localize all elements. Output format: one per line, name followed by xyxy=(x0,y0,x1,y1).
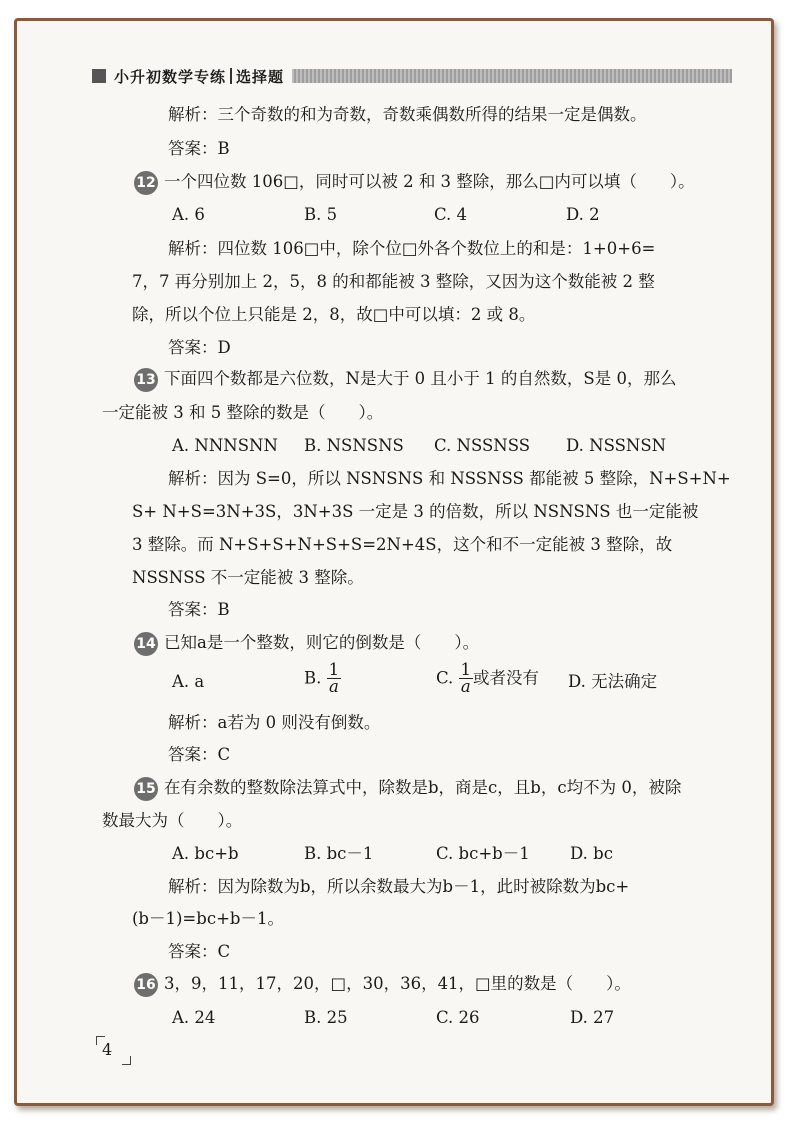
q15-analysis-2: (b－1)=bc+b－1。 xyxy=(132,909,284,928)
q16-stem: 3，9，11，17，20，□，30，36，41，□里的数是（ ）。 xyxy=(164,974,631,993)
q15-option-a: A. bc+b xyxy=(172,844,239,863)
q13-option-a: A. NNNSNN xyxy=(172,436,278,455)
q13-option-b: B. NSNSNS xyxy=(304,436,404,455)
fraction-numerator: 1 xyxy=(328,660,340,679)
q12-stem-line xyxy=(134,170,695,195)
q14-option-b xyxy=(304,662,341,695)
header-bar xyxy=(292,69,732,83)
q11-analysis: 解析：三个奇数的和为奇数，奇数乘偶数所得的结果一定是偶数。 xyxy=(168,105,647,124)
q11-answer: 答案：B xyxy=(168,139,230,158)
q13-number-badge: 13 xyxy=(134,368,158,392)
q15-stem-line xyxy=(134,776,681,801)
q15-number-badge: 15 xyxy=(134,777,158,801)
q12-option-a: A. 6 xyxy=(172,205,205,224)
q13-answer: 答案：B xyxy=(168,600,230,619)
q14-stem: 已知a是一个整数，则它的倒数是（ ）。 xyxy=(164,633,480,652)
corner-mark-bottom xyxy=(122,1056,131,1065)
q13-stem-1: 下面四个数都是六位数，N是大于 0 且小于 1 的自然数，S是 0，那么 xyxy=(164,369,677,388)
q14-option-c-fraction xyxy=(459,662,474,695)
q14-option-c xyxy=(436,662,539,695)
q12-analysis-2: 7，7 再分别加上 2，5，8 的和都能被 3 整除，又因为这个数能被 2 整 xyxy=(132,272,655,291)
q13-option-d: D. NSSNSN xyxy=(566,436,667,455)
q16-option-a: A. 24 xyxy=(172,1008,216,1027)
q15-option-b: B. bc－1 xyxy=(304,844,374,863)
q14-option-a: A. a xyxy=(172,672,205,691)
q12-analysis-3: 除，所以个位上只能是 2，8，故□中可以填：2 或 8。 xyxy=(132,305,536,324)
q15-option-c: C. bc+b－1 xyxy=(436,844,530,863)
fraction-numerator: 1 xyxy=(460,660,472,679)
page-number-box xyxy=(102,1040,112,1059)
q16-option-b: B. 25 xyxy=(304,1008,348,1027)
header-square-icon xyxy=(92,69,106,83)
q12-option-d: D. 2 xyxy=(566,205,600,224)
header-divider xyxy=(230,68,232,84)
q14-option-c-label: C. xyxy=(436,668,454,688)
q16-stem-line xyxy=(134,972,631,997)
fraction-denominator: a xyxy=(328,677,339,696)
q15-option-d: D. bc xyxy=(570,844,613,863)
q13-stem-2: 一定能被 3 和 5 整除的数是（ ）。 xyxy=(102,403,384,422)
q14-answer: 答案：C xyxy=(168,745,231,764)
section-title: 选择题 xyxy=(236,67,285,86)
q15-stem-2: 数最大为（ ）。 xyxy=(102,811,243,830)
page-number: 4 xyxy=(102,1040,113,1059)
q14-stem-line xyxy=(134,631,479,656)
q16-option-c: C. 26 xyxy=(436,1008,480,1027)
q13-option-c: C. NSSNSS xyxy=(434,436,531,455)
q14-number-badge: 14 xyxy=(134,632,158,656)
q14-option-b-fraction xyxy=(327,662,342,695)
q14-option-d: D. 无法确定 xyxy=(568,672,658,691)
q12-option-b: B. 5 xyxy=(304,205,338,224)
q13-analysis-4: NSSNSS 不一定能被 3 整除。 xyxy=(132,568,364,587)
q13-analysis-1: 解析：因为 S=0，所以 NSNSNS 和 NSSNSS 都能被 5 整除，N+S+N+ xyxy=(168,469,731,488)
q15-stem-1: 在有余数的整数除法算式中，除数是b，商是c，且b，c均不为 0，被除 xyxy=(164,778,682,797)
q15-analysis-1: 解析：因为除数为b，所以余数最大为b－1，此时被除数为bc+ xyxy=(168,877,630,896)
q16-option-d: D. 27 xyxy=(570,1008,615,1027)
q16-number-badge: 16 xyxy=(134,973,158,997)
q13-analysis-3: 3 整除。而 N+S+S+N+S+S=2N+4S，这个和不一定能被 3 整除，故 xyxy=(132,535,673,554)
q12-number-badge: 12 xyxy=(134,171,158,195)
q15-answer: 答案：C xyxy=(168,942,231,961)
q12-option-c: C. 4 xyxy=(434,205,468,224)
q13-stem-line xyxy=(134,367,676,392)
fraction-denominator: a xyxy=(460,677,471,696)
corner-mark-top xyxy=(96,1036,105,1045)
book-title: 小升初数学专练 xyxy=(114,67,227,86)
q14-analysis: 解析：a若为 0 则没有倒数。 xyxy=(168,713,381,732)
q14-option-b-label: B. xyxy=(304,668,322,688)
q14-option-c-tail: 或者没有 xyxy=(473,668,540,688)
running-header xyxy=(92,66,732,86)
q12-analysis-1: 解析：四位数 106□中，除个位□外各个数位上的和是：1+0+6= xyxy=(168,239,656,258)
q12-stem: 一个四位数 106□，同时可以被 2 和 3 整除，那么□内可以填（ ）。 xyxy=(164,172,695,191)
q12-answer: 答案：D xyxy=(168,338,231,357)
q13-analysis-2: S+ N+S=3N+3S，3N+3S 一定是 3 的倍数，所以 NSNSNS 也一定能被 xyxy=(132,502,699,521)
